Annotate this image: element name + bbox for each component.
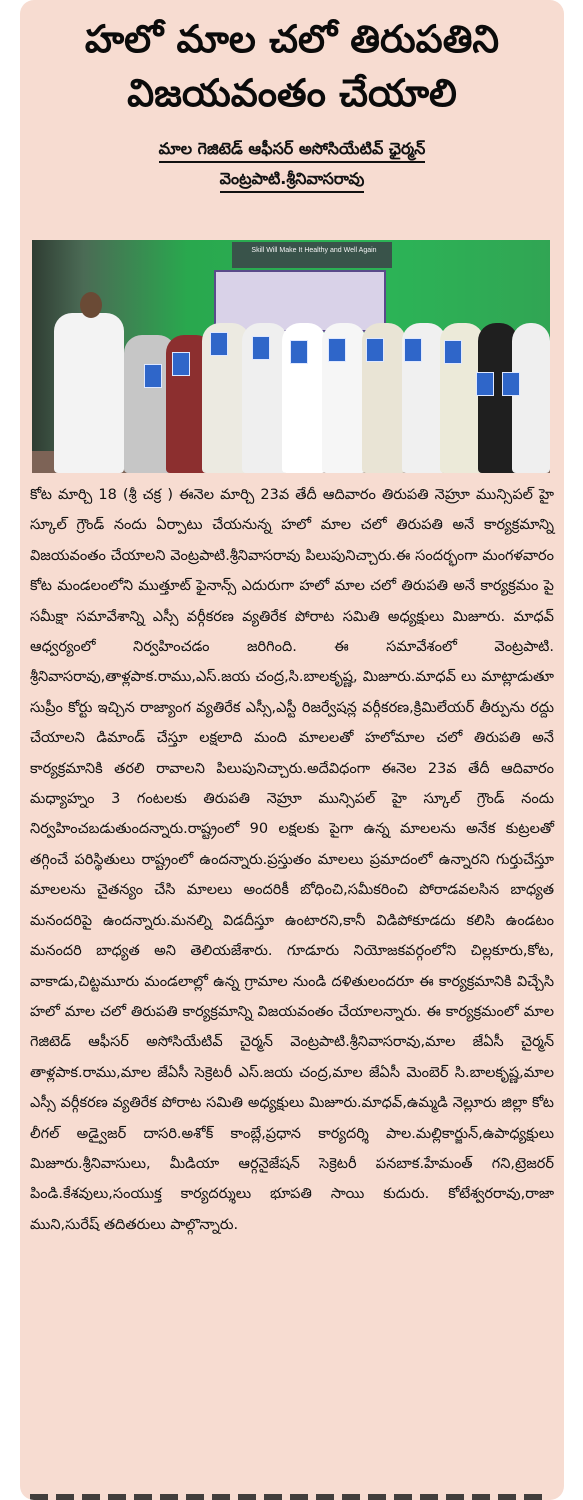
pamphlet <box>476 372 494 396</box>
person-1 <box>54 313 124 473</box>
pamphlet <box>502 372 520 396</box>
photo-poster-text: Skill Will Make It Healthy and Well Again <box>251 247 377 254</box>
subheadline-line-1: మాల గెజిటెడ్ ఆఫీసర్ అసోసియేటివ్ ఛైర్మన్ <box>159 137 426 163</box>
pamphlet <box>252 336 270 360</box>
pamphlet <box>328 338 346 362</box>
subheadline-line-2: వెంట్రపాటి.శ్రీనివాసరావు <box>220 167 365 193</box>
person-12 <box>512 323 550 473</box>
pamphlet <box>144 364 162 388</box>
pamphlet <box>210 332 228 356</box>
headline-line-2: విజయవంతం చేయాలి <box>127 71 457 115</box>
person-1-head <box>80 292 102 318</box>
subheadline <box>20 134 564 194</box>
headline <box>20 12 564 120</box>
pamphlet <box>404 338 422 362</box>
article-paragraph: కోట మార్చి 18 (శ్రీ చక్ర ) ఈనెల మార్చి 23వ తేదీ ఆదివారం తిరుపతి నెహ్రూ మున్సిపల్ హై స్కూల్ గ్రౌండ్ నందు ఏర్పాటు చేయనున్న హలో మాల చలో తిరుపతి అనే కార్యక్రమాన్ని విజయవంతం చేయాలని వెంట్రపాటి.శ్రీనివాసరావు పిలుపునిచ్చారు.ఈ సందర్భంగా మంగళవారం కోట మండలంలోని ముత్తూట్ ఫైనాన్స్ ఎదురుగా హలో మాల చలో తిరుపతి అనే కార్యక్రమం పై సమీక్షా సమావేశాన్ని ఎస్సీ వర్గీకరణ వ్యతిరేక పోరాట సమితి అధ్యక్షులు మిజూరు. మాధవ్ ఆధ్వర్యంలో నిర్వహించడం జరిగింది. ఈ సమావేశంలో వెంట్రపాటి. శ్రీనివాసరావు,తాళ్లపాక.రాము,ఎస్.జయ చంద్ర,సి.బాలకృష్ణ, మిజూరు.మాధవ్ లు మాట్లాడుతూ సుప్రీం కోర్టు ఇచ్చిన రాజ్యాంగ వ్యతిరేక ఎస్సీ,ఎస్టీ రిజర్వేషన్ల వర్గీకరణ,క్రిమిలేయర్ తీర్పును రద్దు చేయాలని డిమాండ్ చేస్తూ లక్షలాది మంది మాలలతో హలోమాల చలో తిరుపతి అనే కార్యక్రమానికి తరలి రావాలని పిలుపునిచ్చారు.అదేవిధంగా ఈనెల 23వ తేదీ ఆదివారం మధ్యాహ్నం 3 గంటలకు తిరుపతి నెహ్రూ మున్సిపల్ హై స్కూల్ గ్రౌండ్ నందు నిర్వహించబడుతుందన్నారు.రాష్ట్రంలో 90 లక్షలకు పైగా ఉన్న మాలలను అనేక కుట్రలతో తగ్గించే పరిస్థితులు రాష్ట్రంలో ఉందన్నారు.ప్రస్తుతం మాలలు ప్రమాదంలో ఉన్నారని గుర్తుచేస్తూ మాలలను చైతన్యం చేసి మాలలు అందరికీ బోధించి,సమీకరించి పోరాడవలసిన బాధ్యత మనందరిపై ఉందన్నారు.మనల్ని విడదీస్తూ ఉంటారని,కానీ విడిపోకూడదు కలిసి ఉండటం మనందరి బాధ్యత అని తెలియజేశారు. గూడూరు నియోజకవర్గంలోని చిల్లకూరు,కోట, వాకాడు,చిట్టమూరు మండలాల్లో ఉన్న గ్రామాల నుండి దళితులందరూ ఈ కార్యక్రమానికి విచ్చేసి హలో మాల చలో తిరుపతి కార్యక్రమాన్ని విజయవంతం చేయాలన్నారు. ఈ కార్యక్రమంలో మాల గెజిటెడ్ ఆఫీసర్ అసోసియేటివ్ చైర్మన్ వెంట్రపాటి.శ్రీనివాసరావు,మాల జేఏసీ చైర్మన్ తాళ్లపాక.రాము,మాల జేఏసీ సెక్రెటరీ ఎస్.జయ చంద్ర,మాల జేఏసీ మెంబెర్ సి.బాలకృష్ణ,మాల ఎస్సీ వర్గీకరణ వ్యతిరేక పోరాట సమితి అధ్యక్షులు మిజూరు.మాధవ్,ఉమ్మడి నెల్లూరు జిల్లా కోట లీగల్ అడ్వైజర్ దాసరి.అశోక్ కాంబ్లే,ప్రధాన కార్యదర్శి పాల.మల్లికార్జున్,ఉపాధ్యక్షులు మిజూరు.శ్రీనివాసులు, మీడియా ఆర్గనైజేషన్ సెక్రెటరీ పనబాక.హేమంత్ గని,ట్రెజరర్ పిండి.కేశవులు,సంయుక్త కార్యదర్శులు భూపతి సాయి కుదురు. కోటేశ్వరరావు,రాజా ముని,సురేష్ తదితరులు పాల్గొన్నారు. <box>30 487 554 1233</box>
pamphlet <box>366 338 384 362</box>
headline-line-1: హలో మాల చలో తిరుపతిని <box>84 17 500 61</box>
pamphlet <box>172 352 190 376</box>
group-photo <box>32 240 550 473</box>
pamphlet <box>290 340 308 364</box>
article-body <box>30 480 554 1240</box>
cutoff-next-article <box>30 1494 550 1500</box>
newspaper-clipping <box>20 0 564 1500</box>
pamphlet <box>444 340 462 364</box>
